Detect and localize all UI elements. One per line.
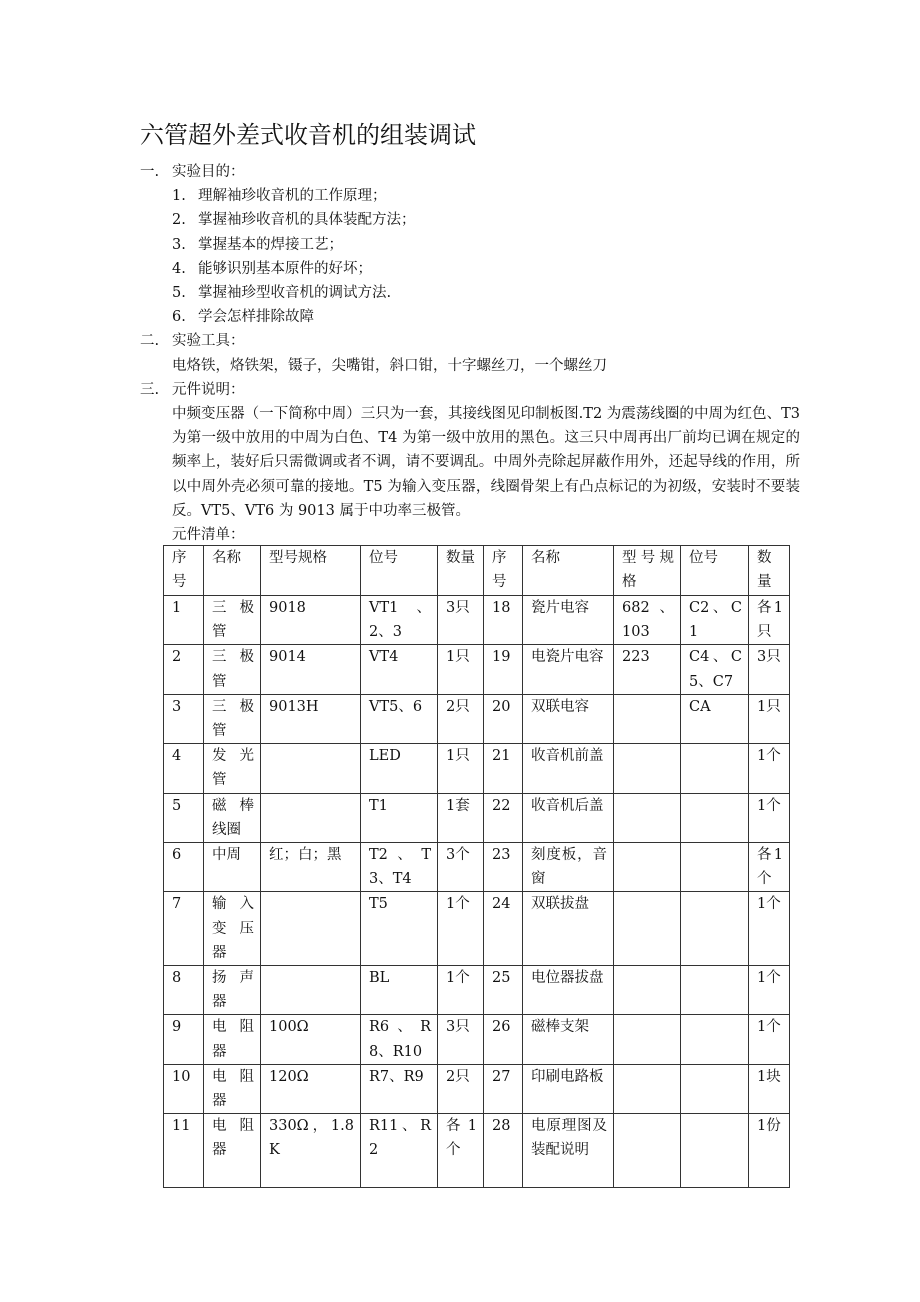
header-cell: 型号规格 [261,546,361,596]
item-text: 理解袖珍收音机的工作原理； [198,188,387,205]
table-cell: 3只 [749,645,790,694]
table-cell: 2只 [438,1064,484,1113]
table-cell: 各1个 [749,843,790,892]
table-row [164,892,790,966]
table-cell: 双联拔盘 [523,892,614,966]
table-cell: 120Ω [261,1064,361,1113]
section-number: 三. [140,381,160,398]
item-number: 5. [172,285,186,302]
item-number: 6. [172,309,186,326]
table-cell [681,744,749,793]
table-cell: 印刷电路板 [523,1064,614,1113]
table-cell: 1只 [438,744,484,793]
table-cell [681,1114,749,1188]
table-cell: 6 [164,843,204,892]
table-cell [614,694,681,743]
header-cell: 型号规格 [614,546,681,596]
section-number: 二. [140,333,160,350]
table-cell: C2、C1 [681,596,749,645]
table-cell: 22 [484,793,523,842]
table-cell: 刻度板，音窗 [523,843,614,892]
table-cell [614,1015,681,1064]
table-cell: 三极管 [204,694,261,743]
table-cell: 5 [164,793,204,842]
item-number: 1. [172,188,186,205]
table-cell: 9013H [261,694,361,743]
table-cell: 1个 [749,892,790,966]
table-cell: 223 [614,645,681,694]
header-cell: 位号 [681,546,749,596]
table-row [164,1064,790,1113]
table-cell: 三极管 [204,645,261,694]
table-cell: 3个 [438,843,484,892]
table-cell: 瓷片电容 [523,596,614,645]
item-text: 掌握袖珍收音机的具体装配方法； [198,212,416,229]
table-cell [261,966,361,1015]
table-cell [261,892,361,966]
table-cell: 中周 [204,843,261,892]
list-item [140,233,800,257]
table-cell: 1套 [438,793,484,842]
table-cell: 682 、103 [614,596,681,645]
table-cell: 红；白；黑 [261,843,361,892]
objectives-list [140,184,800,329]
table-cell [681,843,749,892]
table-cell: LED [361,744,438,793]
section-number: 一. [140,164,160,180]
table-row [164,596,790,645]
table-cell: 1份 [749,1114,790,1188]
table-cell [261,744,361,793]
header-cell: 位号 [361,546,438,596]
header-cell: 名称 [204,546,261,596]
table-cell [681,793,749,842]
table-cell: 23 [484,843,523,892]
table-cell: 1个 [749,1015,790,1064]
table-cell: 11 [164,1114,204,1188]
table-cell: T5 [361,892,438,966]
component-table [163,545,790,1188]
table-cell: 25 [484,966,523,1015]
table-cell: R11、R2 [361,1114,438,1188]
table-cell: 收音机后盖 [523,793,614,842]
table-cell: 2只 [438,694,484,743]
header-cell: 数量 [749,546,790,596]
table-cell [681,1015,749,1064]
item-number: 4. [172,260,186,277]
table-cell: R6、R8、R10 [361,1015,438,1064]
table-header-row [164,546,790,596]
item-text: 学会怎样排除故障 [198,309,314,326]
section-title: 实验目的： [172,164,245,180]
table-cell: 100Ω [261,1015,361,1064]
table-cell: 21 [484,744,523,793]
table-cell: T2、T3、T4 [361,843,438,892]
table-cell: 9018 [261,596,361,645]
table-row [164,966,790,1015]
table-cell: 1 [164,596,204,645]
table-row [164,744,790,793]
table-cell: 24 [484,892,523,966]
table-cell: 8 [164,966,204,1015]
table-cell: 18 [484,596,523,645]
item-number: 3. [172,236,186,253]
section-heading [140,160,800,184]
table-cell: 磁棒支架 [523,1015,614,1064]
table-cell [614,1064,681,1113]
table-cell [614,892,681,966]
table-cell: 各1个 [438,1114,484,1188]
table-cell: VT5、6 [361,694,438,743]
section-title: 元件说明： [172,381,245,398]
table-cell [614,966,681,1015]
table-cell: 19 [484,645,523,694]
table-cell [614,793,681,842]
table-cell: 电位器拔盘 [523,966,614,1015]
table-cell: 电瓷片电容 [523,645,614,694]
table-cell: 1个 [749,744,790,793]
header-cell: 名称 [523,546,614,596]
table-row [164,793,790,842]
table-cell [681,966,749,1015]
header-cell: 数量 [438,546,484,596]
table-cell: 1只 [438,645,484,694]
table-cell: 电阻器 [204,1064,261,1113]
table-cell: 双联电容 [523,694,614,743]
tools-text: 电烙铁，烙铁架，镊子，尖嘴钳，斜口钳，十字螺丝刀，一个螺丝刀 [172,357,607,374]
list-item [140,281,800,305]
table-row [164,1114,790,1188]
table-cell: T1 [361,793,438,842]
table-cell: 输入变压器 [204,892,261,966]
table-cell: C4、C5、C7 [681,645,749,694]
table-row [164,694,790,743]
table-cell: 9014 [261,645,361,694]
table-cell: 10 [164,1064,204,1113]
table-cell: 发光管 [204,744,261,793]
table-cell: 9 [164,1015,204,1064]
table-cell: 电阻器 [204,1015,261,1064]
table-cell: 1个 [438,892,484,966]
table-cell: 7 [164,892,204,966]
header-cell: 序号 [484,546,523,596]
table-cell: 收音机前盖 [523,744,614,793]
table-cell: 电阻器 [204,1114,261,1188]
section-heading [140,329,800,353]
table-cell: 各1只 [749,596,790,645]
section-heading [140,378,800,402]
table-cell: BL [361,966,438,1015]
item-text: 能够识别基本原件的好坏； [198,260,372,277]
table-cell: 三极管 [204,596,261,645]
table-cell: 1只 [749,694,790,743]
table-cell: 28 [484,1114,523,1188]
table-cell: 1个 [438,966,484,1015]
table-cell: 4 [164,744,204,793]
table-row [164,843,790,892]
component-description: 中频变压器（一下简称中周）三只为一套，其接线图见印制板图.T2 为震荡线圈的中周为红色、T3 为第一级中放用的中周为白色、T4 为第一级中放用的黑色。这三只中周再出厂前均已调在规定的频率上，装好后只需微调或者不调，请不要调乱。中周外壳除起屏蔽作用外，还起导线的作用，所以中周外壳必须可靠的接地。T5 为输入变压器，线圈骨架上有凸点标记的为初级，安装时不要装反。VT5、VT6 为 9013 属于中功率三极管。 [172,406,800,519]
table-row [164,1015,790,1064]
table-cell [614,843,681,892]
table-cell: 20 [484,694,523,743]
list-item [140,184,800,208]
table-cell: 1个 [749,966,790,1015]
header-cell: 序号 [164,546,204,596]
table-cell: 扬声器 [204,966,261,1015]
table-cell [614,1114,681,1188]
item-text: 掌握袖珍型收音机的调试方法. [198,285,392,302]
table-cell: 3 [164,694,204,743]
table-row [164,645,790,694]
table-cell: 3只 [438,596,484,645]
table-cell: VT1、2、3 [361,596,438,645]
table-cell: 电原理图及装配说明 [523,1114,614,1188]
component-list-label: 元件清单： [172,527,245,544]
list-item [140,208,800,232]
list-item [140,305,800,329]
section-title: 实验工具： [172,333,245,350]
table-cell: 330Ω，1.8K [261,1114,361,1188]
item-number: 2. [172,212,186,229]
table-cell: 1个 [749,793,790,842]
item-text: 掌握基本的焊接工艺； [198,236,343,253]
table-cell [681,892,749,966]
table-cell: R7、R9 [361,1064,438,1113]
table-cell: 26 [484,1015,523,1064]
table-cell: CA [681,694,749,743]
document-body [140,160,800,547]
table-cell: 1块 [749,1064,790,1113]
table-cell [261,793,361,842]
table-cell: 2 [164,645,204,694]
table-cell: VT4 [361,645,438,694]
list-item [140,257,800,281]
table-cell [681,1064,749,1113]
table-cell: 磁棒线圈 [204,793,261,842]
table-cell [614,744,681,793]
table-cell: 3只 [438,1015,484,1064]
table-cell: 27 [484,1064,523,1113]
document-title: 六管超外差式收音机的组装调试 [140,121,476,149]
